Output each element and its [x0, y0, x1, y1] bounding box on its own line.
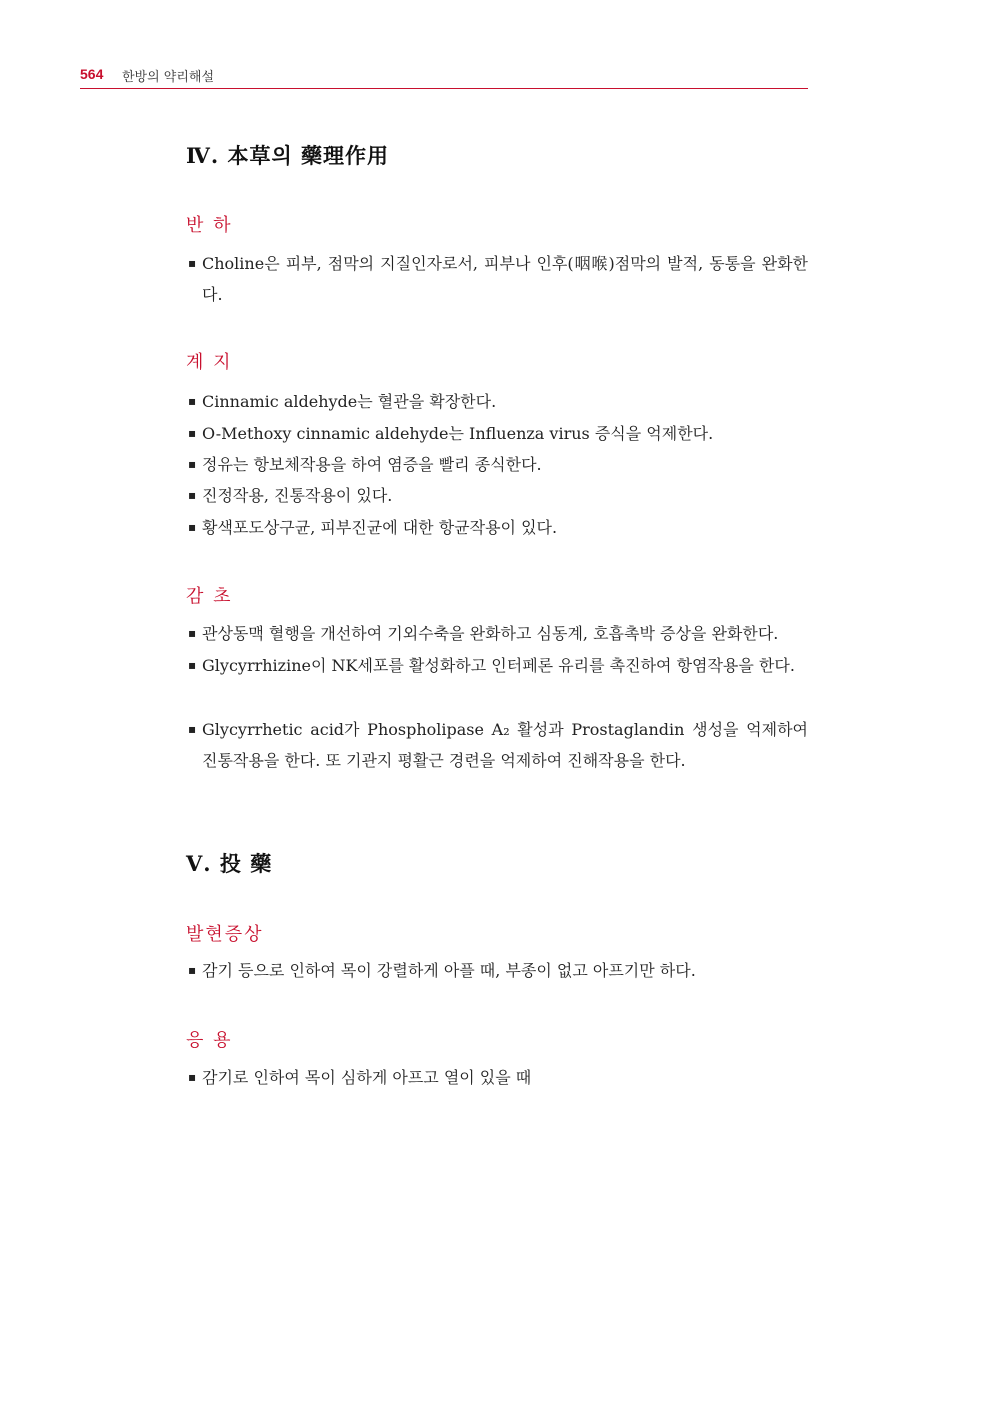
list-item: [188, 618, 808, 649]
item-text: O-Methoxy cinnamic aldehyde는 Influenza virus 증식을 억제한다.: [202, 424, 714, 443]
item-text: Glycyrrhetic acid가 Phospholipase A₂ 활성과 Prostaglandin 생성을 억제하여 진통작용을 한다. 또 기관지 평활근 경련을 억제하여 진해작용을 한다.: [202, 720, 808, 770]
bullet-icon: ▪: [188, 520, 197, 534]
list-item: [188, 1062, 808, 1093]
list-item: [188, 480, 808, 511]
bullet-icon: ▪: [188, 658, 197, 672]
list-item: [188, 248, 808, 310]
item-text: Cinnamic aldehyde는 혈관을 확장한다.: [202, 392, 497, 411]
bullet-icon: ▪: [188, 626, 197, 640]
bullet-icon: ▪: [188, 1070, 197, 1084]
list-item: [188, 650, 808, 681]
herb-title-banha: 반 하: [186, 215, 233, 236]
list-item: [188, 714, 808, 776]
group-title-symptoms: 발현증상: [186, 924, 264, 945]
bullet-icon: ▪: [188, 963, 197, 977]
bullet-icon: ▪: [188, 394, 197, 408]
item-text: 황색포도상구균, 피부진균에 대한 항균작용이 있다.: [202, 518, 558, 537]
item-text: 관상동맥 혈행을 개선하여 기외수축을 완화하고 심동계, 호흡촉박 증상을 완화한다.: [202, 624, 779, 643]
book-title: 한방의 약리해설: [122, 70, 215, 85]
list-item: [188, 386, 808, 417]
list-item: [188, 955, 808, 986]
item-text: 정유는 항보체작용을 하여 염증을 빨리 종식한다.: [202, 455, 542, 474]
item-text: 진정작용, 진통작용이 있다.: [202, 486, 393, 505]
herb-title-gamcho: 감 초: [186, 586, 233, 607]
bullet-icon: ▪: [188, 457, 197, 471]
item-text: 감기로 인하여 목이 심하게 아프고 열이 있을 때: [202, 1068, 532, 1087]
list-item: [188, 418, 808, 449]
bullet-icon: ▪: [188, 256, 197, 270]
item-text: Glycyrrhizine이 NK세포를 활성화하고 인터페론 유리를 촉진하여 항염작용을 한다.: [202, 656, 795, 675]
herb-title-gyeji: 계 지: [186, 352, 233, 373]
list-item: [188, 512, 808, 543]
page-number: 564: [80, 66, 104, 82]
bullet-icon: ▪: [188, 426, 197, 440]
page-header: [80, 66, 808, 89]
item-text: 감기 등으로 인하여 목이 강렬하게 아플 때, 부종이 없고 아프기만 하다.: [202, 961, 696, 980]
section-title-iv: Ⅳ. 本草의 藥理作用: [186, 143, 390, 168]
list-item: [188, 449, 808, 480]
item-text: Choline은 피부, 점막의 지질인자로서, 피부나 인후(咽喉)점막의 발적, 동통을 완화한다.: [202, 254, 808, 304]
section-title-v: Ⅴ. 投 藥: [186, 851, 273, 876]
group-title-application: 응 용: [186, 1030, 233, 1051]
bullet-icon: ▪: [188, 488, 197, 502]
bullet-icon: ▪: [188, 722, 197, 736]
